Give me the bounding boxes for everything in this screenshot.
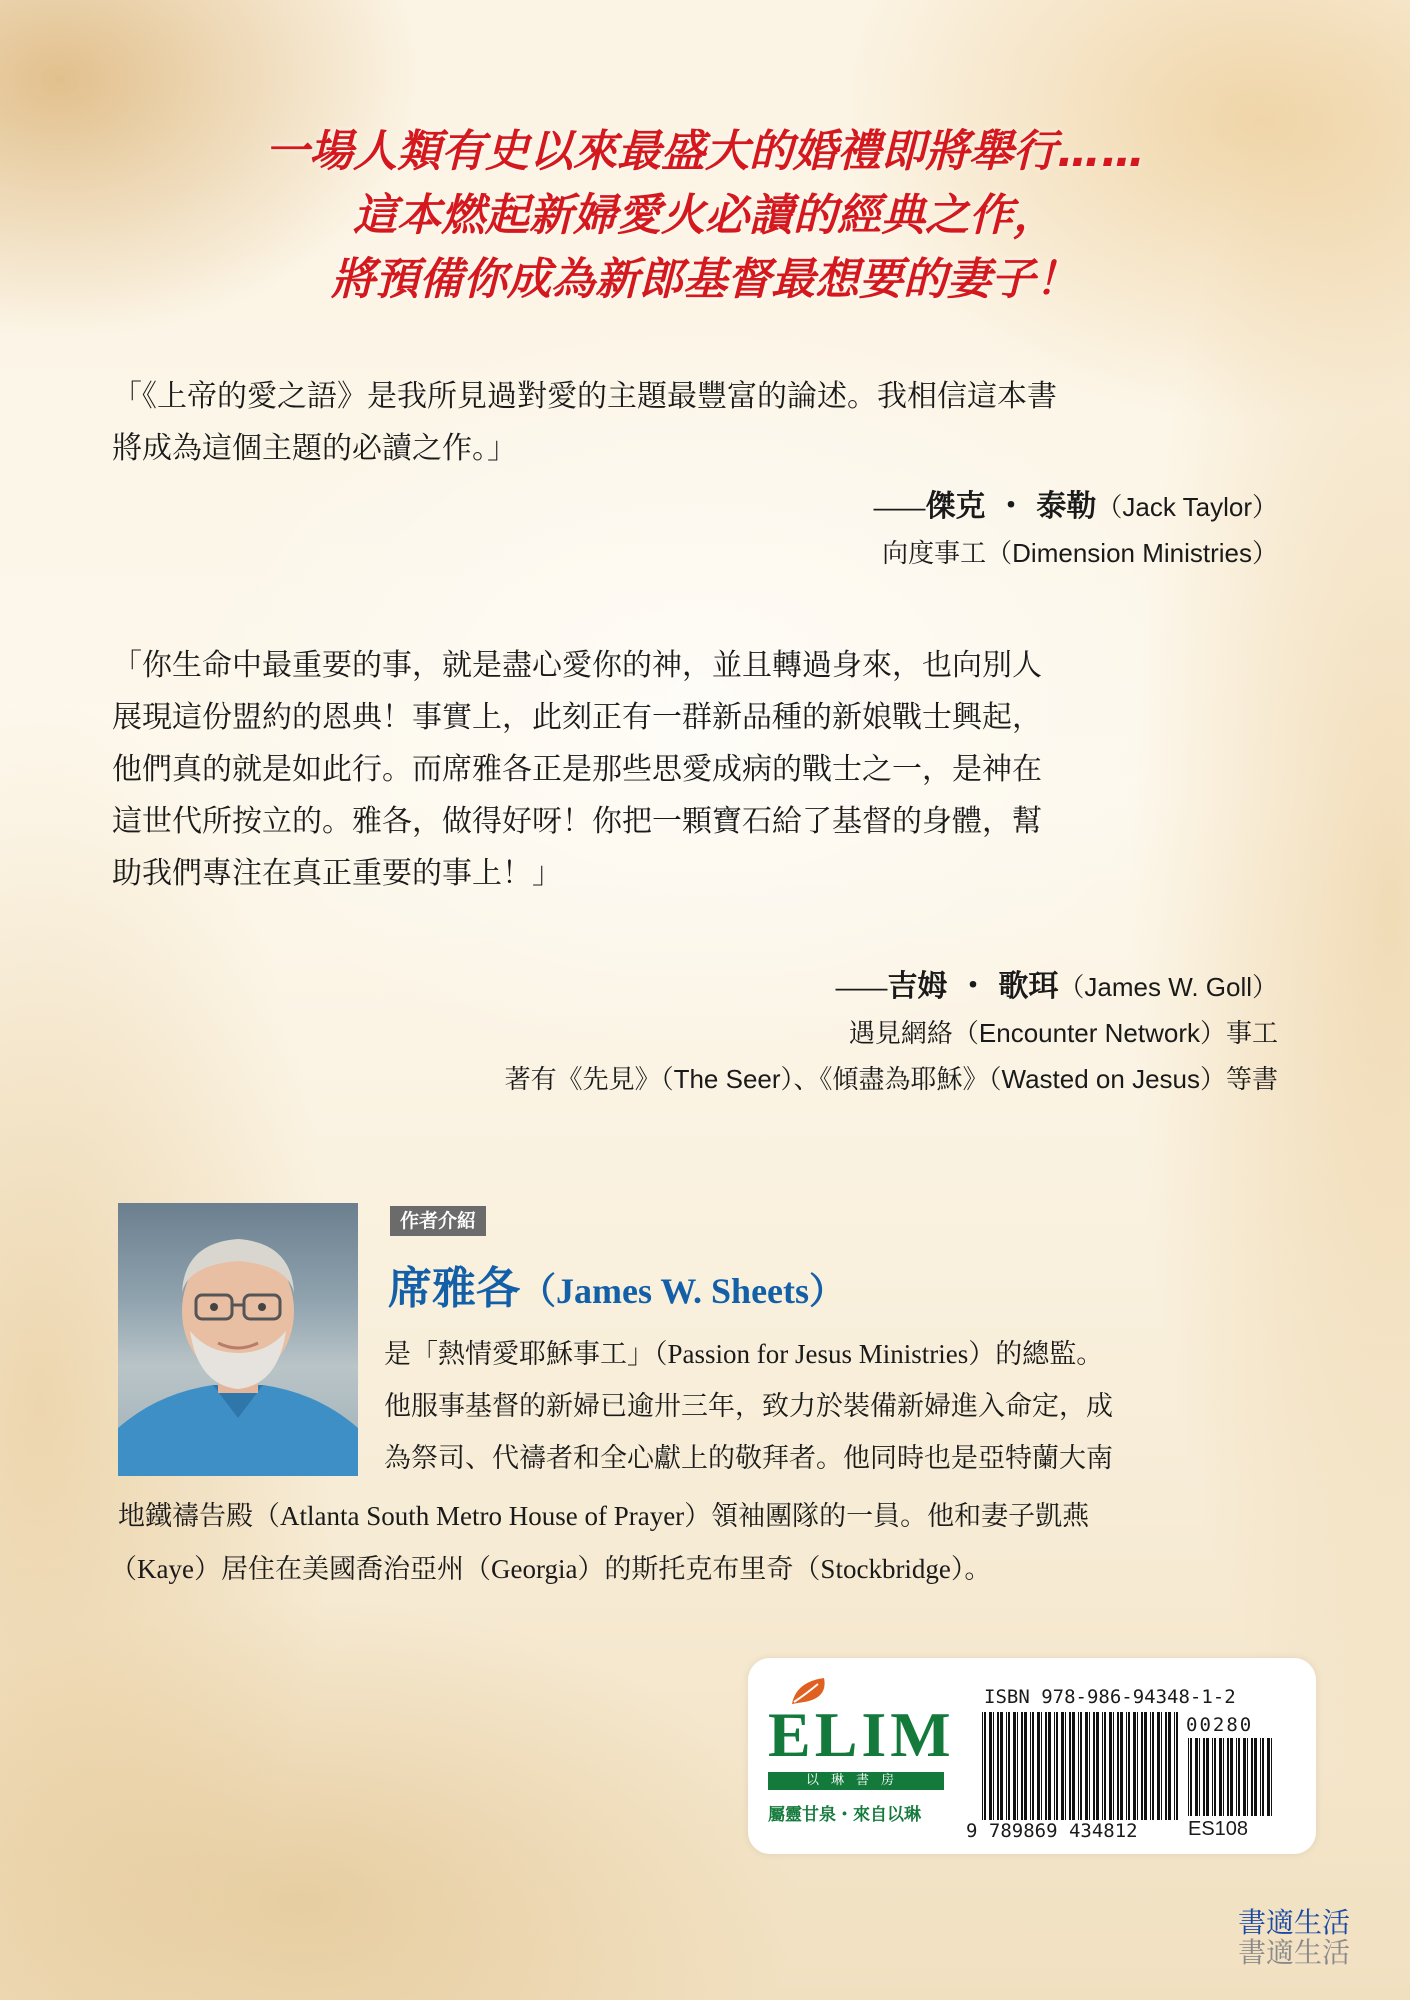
author-name-zh: 席雅各 (388, 1264, 520, 1313)
publisher-slogan: 屬靈甘泉・來自以琳 (768, 1805, 921, 1825)
endorser-name: 傑克 ・ 泰勒 (925, 489, 1097, 524)
brand-text-shadow: 書適生活 (1237, 1936, 1350, 1969)
price-barcode (1186, 1738, 1276, 1816)
barcode-digits: 9 789869 434812 (966, 1820, 1138, 1842)
author-bio-line: 為祭司、代禱者和全心獻上的敬拜者。他同時也是亞特蘭大南 (384, 1443, 1113, 1473)
endorser-role: 向度事工（Dimension Ministries） (882, 538, 1278, 568)
elim-logo: ELIM (768, 1699, 955, 1770)
brand-text: 書適生活 (1237, 1906, 1350, 1939)
author-name-en: （James W. Sheets） (520, 1271, 846, 1311)
tagline (0, 120, 1410, 312)
quote-line: 助我們專注在真正重要的事上！」 (112, 856, 562, 891)
elim-logo-strip: 以琳書房 (768, 1772, 944, 1790)
author-intro-tag: 作者介紹 (390, 1206, 486, 1236)
quote-line: 「你生命中最重要的事，就是盡心愛你的神，並且轉過身來，也向別人 (112, 648, 1042, 683)
publisher-barcode-card (748, 1658, 1316, 1854)
quote-line: 展現這份盟約的恩典！事實上，此刻正有一群新品種的新娘戰士興起， (112, 700, 1042, 735)
quote-line: 「《上帝的愛之語》是我所見過對愛的主題最豐富的論述。我相信這本書 (112, 379, 1057, 414)
tagline-line-1: 一場人類有史以來最盛大的婚禮即將舉行…… (265, 126, 1145, 177)
author-bio-line: 他服事基督的新婦已逾卅三年，致力於裝備新婦進入命定，成 (384, 1391, 1113, 1421)
tagline-line-3: 將預備你成為新郎基督最想要的妻子！ (331, 254, 1079, 305)
isbn-barcode (980, 1712, 1180, 1822)
isbn-text: ISBN 978-986-94348-1-2 (984, 1686, 1236, 1708)
author-bio-line: 地鐵禱告殿（Atlanta South Metro House of Prayer）領袖團隊的一員。他和妻子凱燕 (118, 1501, 1090, 1531)
endorser-role: 遇見網絡（Encounter Network）事工 (848, 1018, 1278, 1048)
brand-mark (1238, 1908, 1350, 1968)
quote-line: 這世代所按立的。雅各，做得好呀！你把一顆寶石給了基督的身體，幫 (112, 804, 1042, 839)
endorser-works: 著有《先見》（The Seer）、《傾盡為耶穌》（Wasted on Jesus）等書 (504, 1064, 1278, 1094)
endorser-name: 吉姆 ・ 歌珥 (887, 969, 1059, 1004)
endorser-name-en: （Jack Taylor） (1096, 492, 1278, 522)
endorsement-attribution-1 (874, 484, 1278, 576)
attribution-dash: —— (873, 492, 926, 522)
catalog-code: ES108 (1188, 1818, 1249, 1840)
author-bio-line: 是「熱情愛耶穌事工」（Passion for Jesus Ministries）的總監。 (384, 1339, 1104, 1369)
tagline-line-2: 這本燃起新婦愛火必讀的經典之作， (353, 190, 1057, 241)
author-photo (118, 1203, 358, 1476)
author-bio-line: （Kaye）居住在美國喬治亞州（Georgia）的斯托克布里奇（Stockbridge）。 (110, 1554, 992, 1584)
endorsement-attribution-2 (505, 964, 1278, 1102)
quote-line: 將成為這個主題的必讀之作。」 (112, 431, 517, 466)
price-code-text: 00280 (1186, 1714, 1254, 1736)
author-name (388, 1252, 845, 1316)
endorsement-quote-2 (112, 640, 1292, 900)
endorsement-quote-1 (112, 371, 1292, 475)
attribution-dash: —— (835, 972, 888, 1002)
endorser-name-en: （James W. Goll） (1058, 972, 1278, 1002)
quote-line: 他們真的就是如此行。而席雅各正是那些思愛成病的戰士之一，是神在 (112, 752, 1042, 787)
